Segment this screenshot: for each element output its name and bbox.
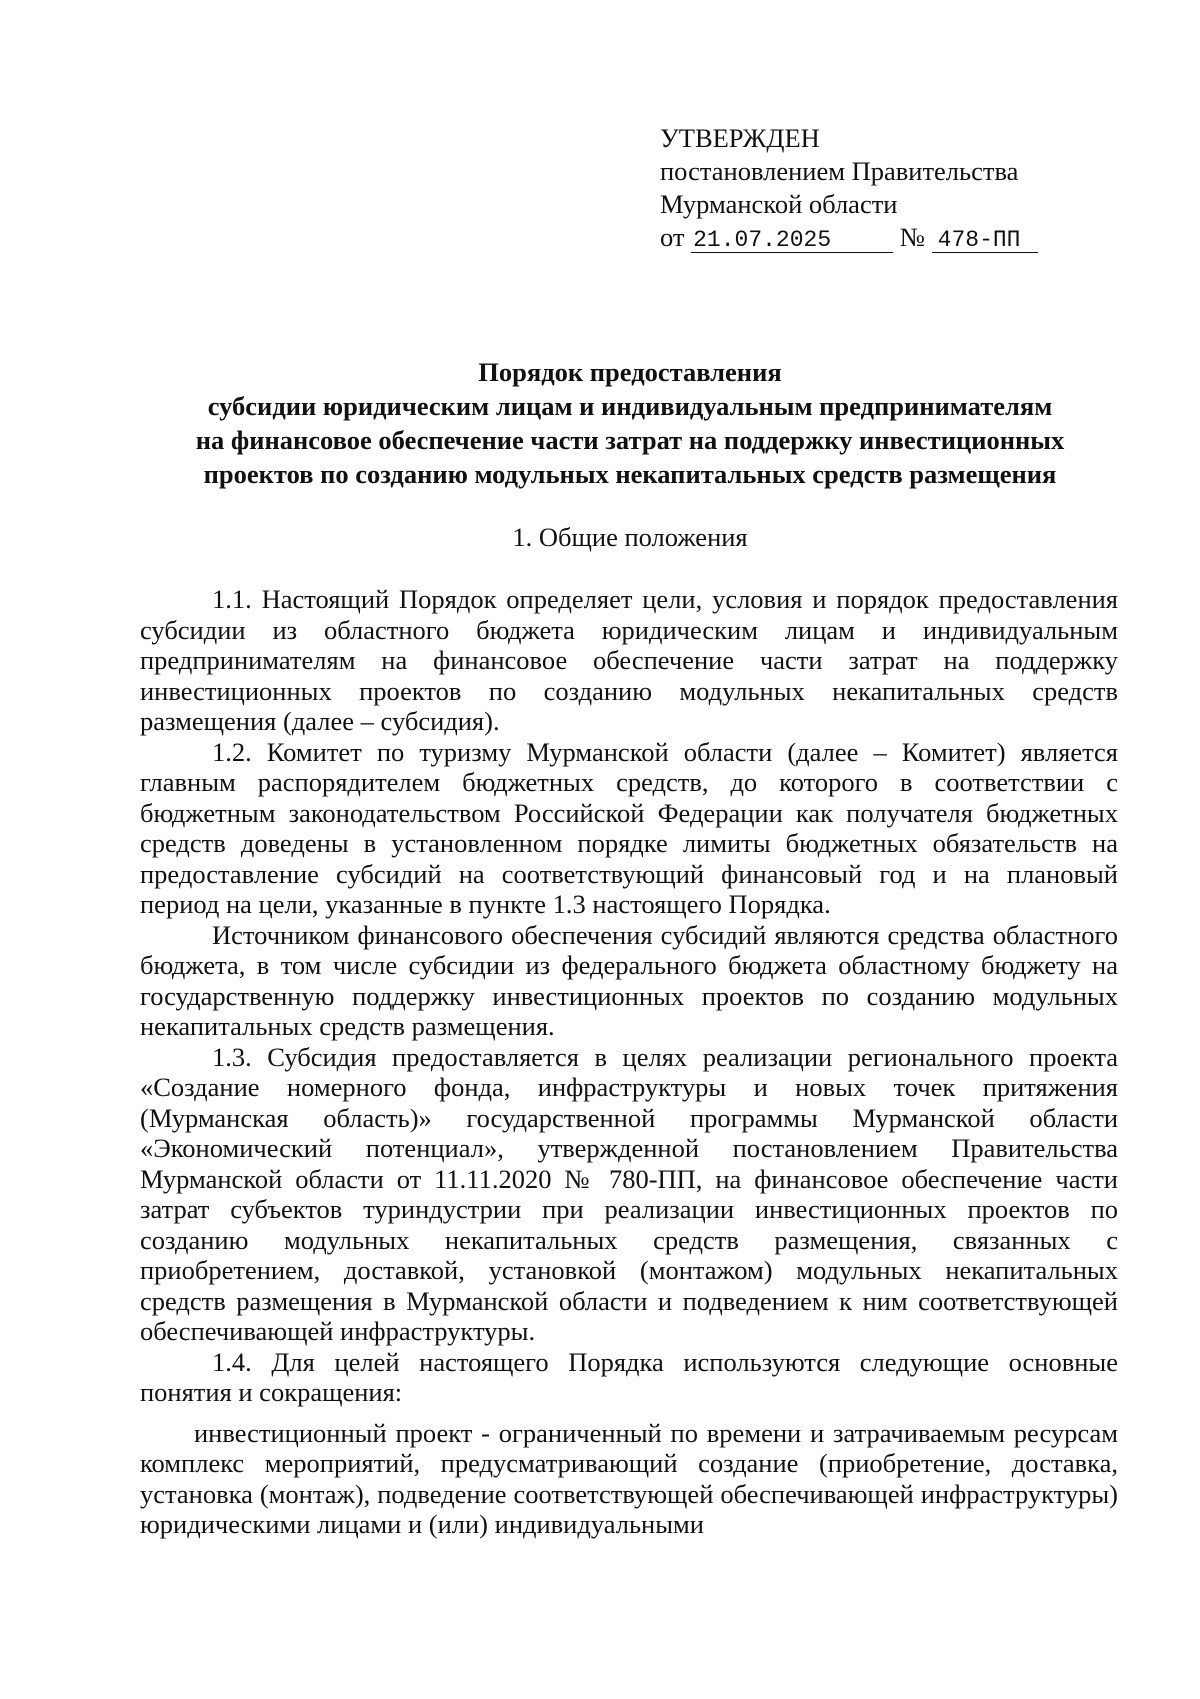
paragraph-funding-source: Источником финансового обеспечения субсидий являются средства областного бюджета, в том числе субсидии из федерального бюджета областному бюджету на государственную поддержку инвестиционных проектов по созданию модульных некапитальных средств размещения. xyxy=(140,919,1118,1041)
paragraph-1-2: 1.2. Комитет по туризму Мурманской области (далее – Комитет) является главным распорядителем бюджетных средств, до которого в соответствии с бюджетным законодательством Российской Федерации как получателя бюджетных средств доведены в установленном порядке лимиты бюджетных обязательств на предоставление субсидий на соответствующий финансовый год и на плановый период на цели, указанные в пункте 1.3 настоящего Порядка. xyxy=(140,736,1118,919)
title-line-4: проектов по созданию модульных некапитальных средств размещения xyxy=(203,459,1057,489)
number-label: № xyxy=(899,222,926,252)
paragraph-1-3: 1.3. Субсидия предоставляется в целях реализации регионального проекта «Создание номерного фонда, инфраструктуры и новых точек притяжения (Мурманская область)» государственной программы Мурманской области «Экономический потенциал», утвержденной постановлением Правительства Мурманской области от 11.11.2020 № 780-ПП, на финансовое обеспечение части затрат субъектов туриндустрии при реализации инвестиционных проектов по созданию модульных некапитальных средств размещения, связанных с приобретением, доставкой, установкой (монтажом) модульных некапитальных средств размещения в Мурманской области и подведением к ним соответствующей обеспечивающей инфраструктуры. xyxy=(140,1041,1118,1346)
approval-heading: УТВЕРЖДЕН xyxy=(660,123,820,153)
approval-date-number-line xyxy=(660,221,1140,254)
title-line-2: субсидии юридическим лицам и индивидуальным предпринимателям xyxy=(207,391,1053,421)
decree-number: 478-ПП xyxy=(932,228,1038,253)
document-body xyxy=(140,584,1118,1540)
title-line-3: на финансовое обеспечение части затрат на поддержку инвестиционных xyxy=(195,425,1065,455)
title-line-1: Порядок предоставления xyxy=(478,357,782,387)
paragraph-1-4: 1.4. Для целей настоящего Порядка используются следующие основные понятия и сокращения: xyxy=(140,1346,1118,1407)
decree-date: 21.07.2025 xyxy=(691,228,893,253)
paragraph-1-1: 1.1. Настоящий Порядок определяет цели, условия и порядок предоставления субсидии из областного бюджета юридическим лицам и индивидуальным предпринимателям на финансовое обеспечение части затрат на поддержку инвестиционных проектов по созданию модульных некапитальных средств размещения (далее – субсидия). xyxy=(140,584,1118,736)
document-title xyxy=(140,355,1120,491)
approval-line-1: постановлением Правительства xyxy=(660,156,1019,186)
approval-line-2: Мурманской области xyxy=(660,189,898,219)
approval-stamp-block xyxy=(660,122,1140,254)
from-label: от xyxy=(660,222,685,252)
section-heading: 1. Общие положения xyxy=(512,522,748,552)
definition-investment-project: инвестиционный проект - ограниченный по времени и затрачиваемым ресурсам комплекс мероприятий, предусматривающий создание (приобретение, доставка, установка (монтаж), подведение соответствующей обеспечивающей инфраструктуры) юридическими лицами и (или) индивидуальными xyxy=(140,1417,1118,1539)
